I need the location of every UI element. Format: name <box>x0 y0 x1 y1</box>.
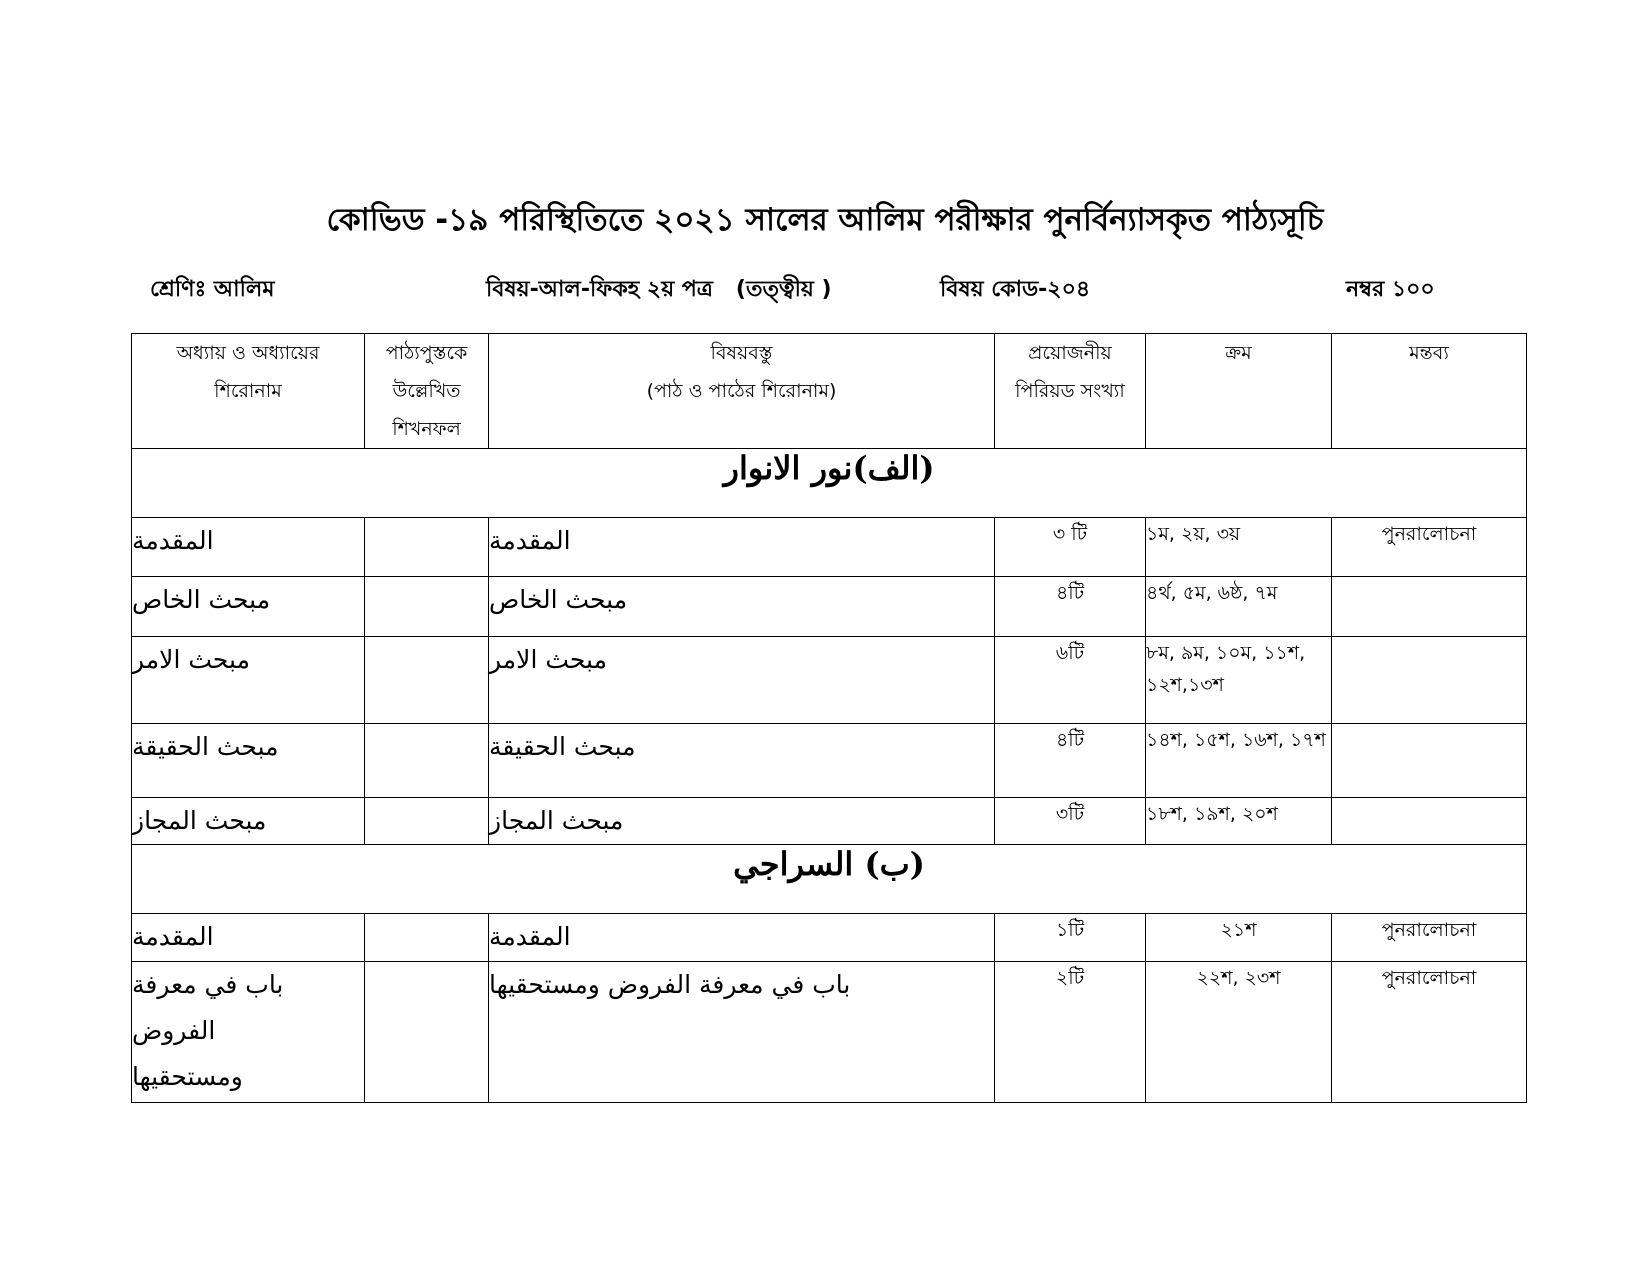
sequence-cell: ১৮শ, ১৯শ, ২০শ <box>1146 798 1332 845</box>
content-cell: باب في معرفة الفروض ومستحقيها <box>489 970 851 999</box>
periods-cell: ১টি <box>995 914 1146 962</box>
periods-cell: ৪টি <box>995 577 1146 637</box>
table-row <box>132 518 1527 577</box>
sequence-cell: ২২শ, ২৩শ <box>1146 962 1332 1103</box>
outcome-cell <box>365 518 489 577</box>
sequence-cell: ৮ম, ৯ম, ১০ম, ১১শ, ১২শ,১৩শ <box>1146 637 1332 724</box>
chapter-cell: مبحث الخاص <box>132 585 271 614</box>
table-row <box>132 724 1527 798</box>
sequence-cell: ৪র্থ, ৫ম, ৬ষ্ঠ, ৭ম <box>1146 577 1332 637</box>
periods-cell: ৪টি <box>995 724 1146 798</box>
content-cell: مبحث الحقيقة <box>489 732 636 761</box>
page-title: কোভিড -১৯ পরিস্থিতিতে ২০২১ সালের আলিম পরীক্ষার পুনর্বিন্যাসকৃত পাঠ্যসূচি <box>326 202 1324 238</box>
table-row <box>132 577 1527 637</box>
section-a-title: (الف)نور الانوار <box>723 449 935 487</box>
outcome-cell <box>365 914 489 962</box>
outcome-cell <box>365 798 489 845</box>
table-row <box>132 637 1527 724</box>
marks-label: নম্বর ১০০ <box>1346 277 1435 302</box>
table-header-row <box>132 334 1527 449</box>
header-sequence: ক্রম <box>1146 334 1332 449</box>
subject-code-label: বিষয় কোড-২০৪ <box>940 277 1091 302</box>
periods-cell: ৩টি <box>995 798 1146 845</box>
table-row <box>132 798 1527 845</box>
chapter-cell: مبحث الحقيقة <box>132 732 279 761</box>
section-a-row <box>132 449 1527 518</box>
content-cell: المقدمة <box>489 922 571 951</box>
chapter-cell: المقدمة <box>132 526 214 555</box>
periods-cell: ৬টি <box>995 637 1146 724</box>
class-label: শ্রেণিঃ আলিম <box>150 277 275 302</box>
outcome-cell <box>365 637 489 724</box>
chapter-cell: مبحث الامر <box>132 645 250 674</box>
table-row <box>132 914 1527 962</box>
remark-cell: পুনরালোচনা <box>1332 962 1527 1103</box>
content-cell: مبحث المجاز <box>489 806 624 835</box>
content-cell: المقدمة <box>489 526 571 555</box>
periods-cell: ২টি <box>995 962 1146 1103</box>
section-b-row <box>132 845 1527 914</box>
sequence-cell: ১ম, ২য়, ৩য় <box>1146 518 1332 577</box>
header-learning-outcome: পাঠ্যপুস্তকে উল্লেখিত শিখনফল <box>365 334 489 449</box>
header-chapter: অধ্যায় ও অধ্যায়ের শিরোনাম <box>132 334 365 449</box>
remark-cell: পুনরালোচনা <box>1332 914 1527 962</box>
outcome-cell <box>365 577 489 637</box>
header-content: বিষয়বস্তু (পাঠ ও পাঠের শিরোনাম) <box>489 334 995 449</box>
syllabus-table <box>131 333 1527 1103</box>
chapter-cell: باب في معرفة الفروض ومستحقيها <box>132 970 284 1091</box>
remark-cell <box>1332 724 1527 798</box>
remark-cell <box>1332 798 1527 845</box>
header-periods: প্রয়োজনীয় পিরিয়ড সংখ্যা <box>995 334 1146 449</box>
outcome-cell <box>365 962 489 1103</box>
periods-cell: ৩ টি <box>995 518 1146 577</box>
chapter-cell: مبحث المجاز <box>132 806 267 835</box>
content-cell: مبحث الخاص <box>489 585 628 614</box>
subject-label: বিষয়-আল-ফিকহ ২য় পত্র (তত্ত্বীয় ) <box>486 277 832 302</box>
remark-cell <box>1332 577 1527 637</box>
table-row <box>132 962 1527 1103</box>
sequence-cell: ১৪শ, ১৫শ, ১৬শ, ১৭শ <box>1146 724 1332 798</box>
remark-cell <box>1332 637 1527 724</box>
content-cell: مبحث الامر <box>489 645 607 674</box>
chapter-cell: المقدمة <box>132 922 214 951</box>
header-remark: মন্তব্য <box>1332 334 1527 449</box>
remark-cell: পুনরালোচনা <box>1332 518 1527 577</box>
section-b-title: (ب) السراجي <box>733 845 925 883</box>
sequence-cell: ২১শ <box>1146 914 1332 962</box>
outcome-cell <box>365 724 489 798</box>
